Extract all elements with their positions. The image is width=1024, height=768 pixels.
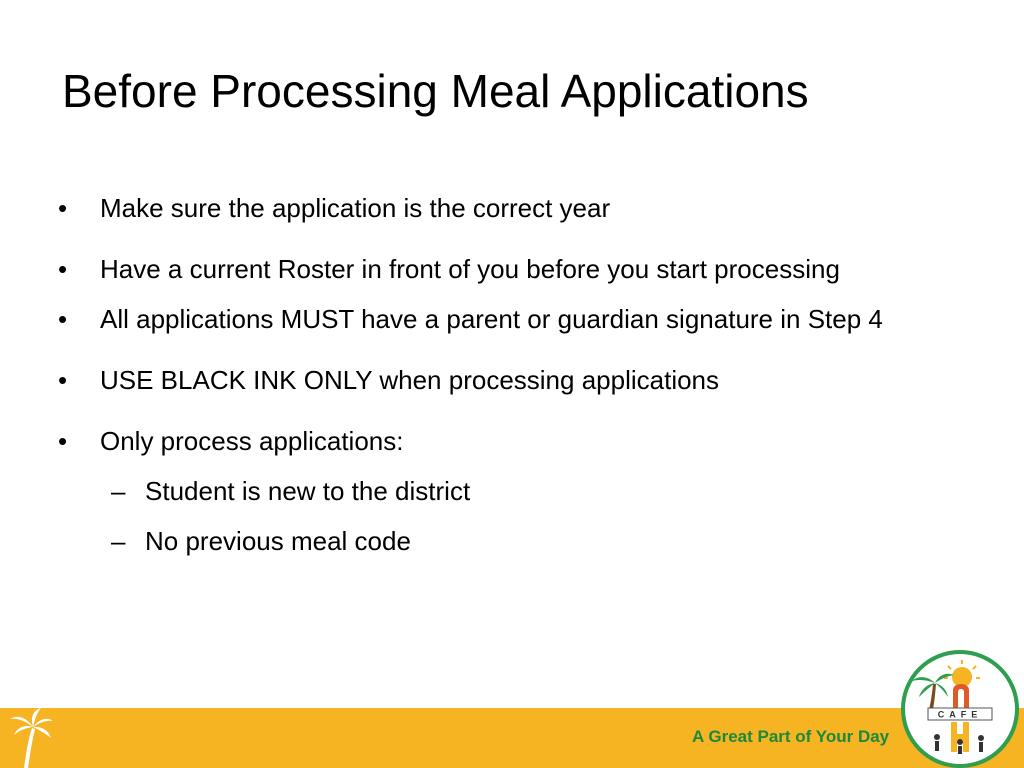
bullet-text: USE BLACK INK ONLY when processing applications xyxy=(100,365,720,395)
cafe-logo xyxy=(899,648,1021,768)
bullet-marker: • xyxy=(58,254,68,284)
bullet-text: Make sure the application is the correct year xyxy=(100,193,611,223)
bullet-item xyxy=(58,249,958,289)
slide-content xyxy=(58,188,958,571)
bullet-item xyxy=(58,360,958,400)
sub-bullet-text: No previous meal code xyxy=(145,526,411,556)
footer-tagline: A Great Part of Your Day xyxy=(692,727,890,746)
logo-text: CAFE xyxy=(937,709,983,720)
bullet-item xyxy=(58,421,958,461)
bullet-item xyxy=(58,299,958,339)
bullet-marker: • xyxy=(58,365,68,395)
bullet-marker: • xyxy=(58,304,68,334)
bullet-text: All applications MUST have a parent or guardian signature in Step 4 xyxy=(100,304,883,334)
sub-bullet-text: Student is new to the district xyxy=(145,476,471,506)
slide-title: Before Processing Meal Applications xyxy=(62,65,809,117)
sub-bullet-marker: – xyxy=(111,476,126,506)
bullet-item xyxy=(58,188,958,228)
sub-bullet-item xyxy=(58,521,958,561)
bullet-text: Have a current Roster in front of you before you start processing xyxy=(100,254,840,284)
palm-tree-icon xyxy=(8,708,54,768)
bullet-text: Only process applications: xyxy=(100,426,404,456)
bullet-marker: • xyxy=(58,426,68,456)
bullet-marker: • xyxy=(58,193,68,223)
sub-bullet-marker: – xyxy=(111,526,126,556)
sub-bullet-item xyxy=(58,471,958,511)
